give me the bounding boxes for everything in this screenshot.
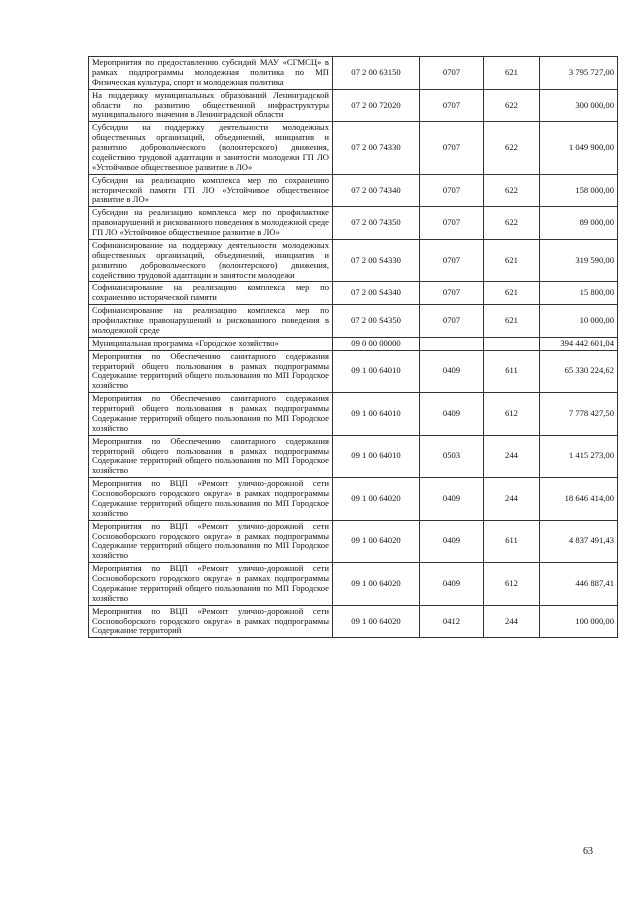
amount-cell: 3 795 727,00 xyxy=(540,57,618,90)
amount-cell: 4 837 491,43 xyxy=(540,520,618,563)
expense-name-cell: Мероприятия по Обеспечению санитарного содержания территорий общего пользования в рамках подпрограммы Содержание территорий общего пользования по МП Городское хозяйство xyxy=(89,350,333,393)
expense-type-cell: 621 xyxy=(484,57,540,90)
expense-type-cell: 244 xyxy=(484,478,540,521)
amount-cell: 100 000,00 xyxy=(540,605,618,638)
expense-name-cell: Мероприятия по ВЦП «Ремонт улично-дорожной сети Сосновоборского городского округа» в рамках подпрограммы Содержание территорий общего пользования по МП Городское хозяйство xyxy=(89,478,333,521)
amount-cell: 65 330 224,62 xyxy=(540,350,618,393)
section-code-cell: 0707 xyxy=(420,207,484,240)
section-code-cell: 0412 xyxy=(420,605,484,638)
target-article-cell: 07 2 00 S4330 xyxy=(333,239,420,282)
expense-type-cell: 244 xyxy=(484,605,540,638)
amount-cell: 18 646 414,00 xyxy=(540,478,618,521)
expense-name-cell: Софинансирование на поддержку деятельности молодежных общественных организаций, объединений, инициатив и развитию добровольческого (волонтерского) движения, содействию трудовой адаптации и занятости молодежи xyxy=(89,239,333,282)
section-code-cell xyxy=(420,337,484,350)
target-article-cell: 07 2 00 S4350 xyxy=(333,305,420,338)
target-article-cell: 09 1 00 64010 xyxy=(333,350,420,393)
section-code-cell: 0707 xyxy=(420,282,484,305)
target-article-cell: 07 2 00 74330 xyxy=(333,122,420,174)
amount-cell: 89 000,00 xyxy=(540,207,618,240)
table-row xyxy=(89,122,618,174)
expense-type-cell: 244 xyxy=(484,435,540,478)
table-row xyxy=(89,89,618,122)
table-row xyxy=(89,282,618,305)
expense-type-cell: 621 xyxy=(484,239,540,282)
amount-cell: 158 000,00 xyxy=(540,174,618,207)
table-row xyxy=(89,207,618,240)
amount-cell: 1 415 273,00 xyxy=(540,435,618,478)
amount-cell: 300 000,00 xyxy=(540,89,618,122)
table-row xyxy=(89,435,618,478)
amount-cell: 394 442 601,04 xyxy=(540,337,618,350)
table-row xyxy=(89,520,618,563)
target-article-cell: 09 0 00 00000 xyxy=(333,337,420,350)
table-row xyxy=(89,350,618,393)
amount-cell: 446 887,41 xyxy=(540,563,618,606)
section-code-cell: 0707 xyxy=(420,305,484,338)
section-code-cell: 0409 xyxy=(420,563,484,606)
expense-name-cell: Мероприятия по Обеспечению санитарного содержания территорий общего пользования в рамках подпрограммы Содержание территорий общего пользования по МП Городское хозяйство xyxy=(89,435,333,478)
table-row xyxy=(89,174,618,207)
expense-type-cell: 611 xyxy=(484,350,540,393)
section-code-cell: 0409 xyxy=(420,393,484,436)
section-code-cell: 0707 xyxy=(420,239,484,282)
expense-name-cell: Мероприятия по предоставлению субсидий МАУ «СГМСЦ» в рамках подпрограммы молодежная политика по МП Физическая культура, спорт и молодежная политика xyxy=(89,57,333,90)
target-article-cell: 07 2 00 74350 xyxy=(333,207,420,240)
amount-cell: 10 000,00 xyxy=(540,305,618,338)
expense-type-cell: 622 xyxy=(484,89,540,122)
table-row xyxy=(89,563,618,606)
amount-cell: 15 800,00 xyxy=(540,282,618,305)
expense-name-cell: Субсидии на поддержку деятельности молодежных общественных организаций, объединений, инициатив и развитию добровольческого (волонтерского) движения, содействию трудовой адаптации и занятости молодежи ГП ЛО «Устойчивое общественное развитие в ЛО» xyxy=(89,122,333,174)
section-code-cell: 0409 xyxy=(420,478,484,521)
target-article-cell: 09 1 00 64020 xyxy=(333,478,420,521)
target-article-cell: 09 1 00 64010 xyxy=(333,393,420,436)
section-code-cell: 0707 xyxy=(420,122,484,174)
expense-name-cell: Мероприятия по ВЦП «Ремонт улично-дорожной сети Сосновоборского городского округа» в рамках подпрограммы Содержание территорий xyxy=(89,605,333,638)
budget-table xyxy=(88,56,618,638)
expense-name-cell: Мероприятия по ВЦП «Ремонт улично-дорожной сети Сосновоборского городского округа» в рамках подпрограммы Содержание территорий общего пользования по МП Городское хозяйство xyxy=(89,520,333,563)
table-row xyxy=(89,393,618,436)
table-row xyxy=(89,605,618,638)
section-code-cell: 0409 xyxy=(420,520,484,563)
amount-cell: 7 778 427,50 xyxy=(540,393,618,436)
expense-name-cell: Мероприятия по Обеспечению санитарного содержания территорий общего пользования в рамках подпрограммы Содержание территорий общего пользования по МП Городское хозяйство xyxy=(89,393,333,436)
target-article-cell: 07 2 00 74340 xyxy=(333,174,420,207)
table-row xyxy=(89,239,618,282)
expense-name-cell: Софинансирование на реализацию комплекса мер по сохранению исторической памяти xyxy=(89,282,333,305)
budget-table-body xyxy=(89,57,618,638)
expense-name-cell: Софинансирование на реализацию комплекса мер по профилактике правонарушений и рискованного поведения в молодежной среде xyxy=(89,305,333,338)
expense-name-cell: Мероприятия по ВЦП «Ремонт улично-дорожной сети Сосновоборского городского округа» в рамках подпрограммы Содержание территорий общего пользования по МП Городское хозяйство xyxy=(89,563,333,606)
table-row xyxy=(89,478,618,521)
section-code-cell: 0503 xyxy=(420,435,484,478)
target-article-cell: 07 2 00 63150 xyxy=(333,57,420,90)
target-article-cell: 09 1 00 64020 xyxy=(333,605,420,638)
target-article-cell: 09 1 00 64020 xyxy=(333,520,420,563)
amount-cell: 1 049 900,00 xyxy=(540,122,618,174)
target-article-cell: 09 1 00 64010 xyxy=(333,435,420,478)
expense-type-cell: 611 xyxy=(484,520,540,563)
expense-type-cell: 612 xyxy=(484,563,540,606)
page-number: 63 xyxy=(583,846,593,857)
expense-name-cell: Субсидии на реализацию комплекса мер по профилактике правонарушений и рискованного поведения в молодежной среде ГП ЛО «Устойчивое общественное развитие в ЛО» xyxy=(89,207,333,240)
section-code-cell: 0707 xyxy=(420,174,484,207)
expense-type-cell: 622 xyxy=(484,207,540,240)
expense-type-cell: 621 xyxy=(484,282,540,305)
amount-cell: 319 590,00 xyxy=(540,239,618,282)
table-row xyxy=(89,337,618,350)
expense-type-cell xyxy=(484,337,540,350)
section-code-cell: 0707 xyxy=(420,57,484,90)
target-article-cell: 07 2 00 72020 xyxy=(333,89,420,122)
expense-type-cell: 612 xyxy=(484,393,540,436)
expense-type-cell: 622 xyxy=(484,174,540,207)
table-row xyxy=(89,305,618,338)
expense-name-cell: На поддержку муниципальных образований Ленинградской области по развитию общественной инфраструктуры муниципального значения в Ленинградской области xyxy=(89,89,333,122)
section-code-cell: 0707 xyxy=(420,89,484,122)
expense-name-cell: Муниципальная программа «Городское хозяйство» xyxy=(89,337,333,350)
expense-type-cell: 621 xyxy=(484,305,540,338)
expense-type-cell: 622 xyxy=(484,122,540,174)
target-article-cell: 07 2 00 S4340 xyxy=(333,282,420,305)
table-row xyxy=(89,57,618,90)
section-code-cell: 0409 xyxy=(420,350,484,393)
target-article-cell: 09 1 00 64020 xyxy=(333,563,420,606)
expense-name-cell: Субсидии на реализацию комплекса мер по сохранению исторической памяти ГП ЛО «Устойчивое общественное развитие в ЛО» xyxy=(89,174,333,207)
